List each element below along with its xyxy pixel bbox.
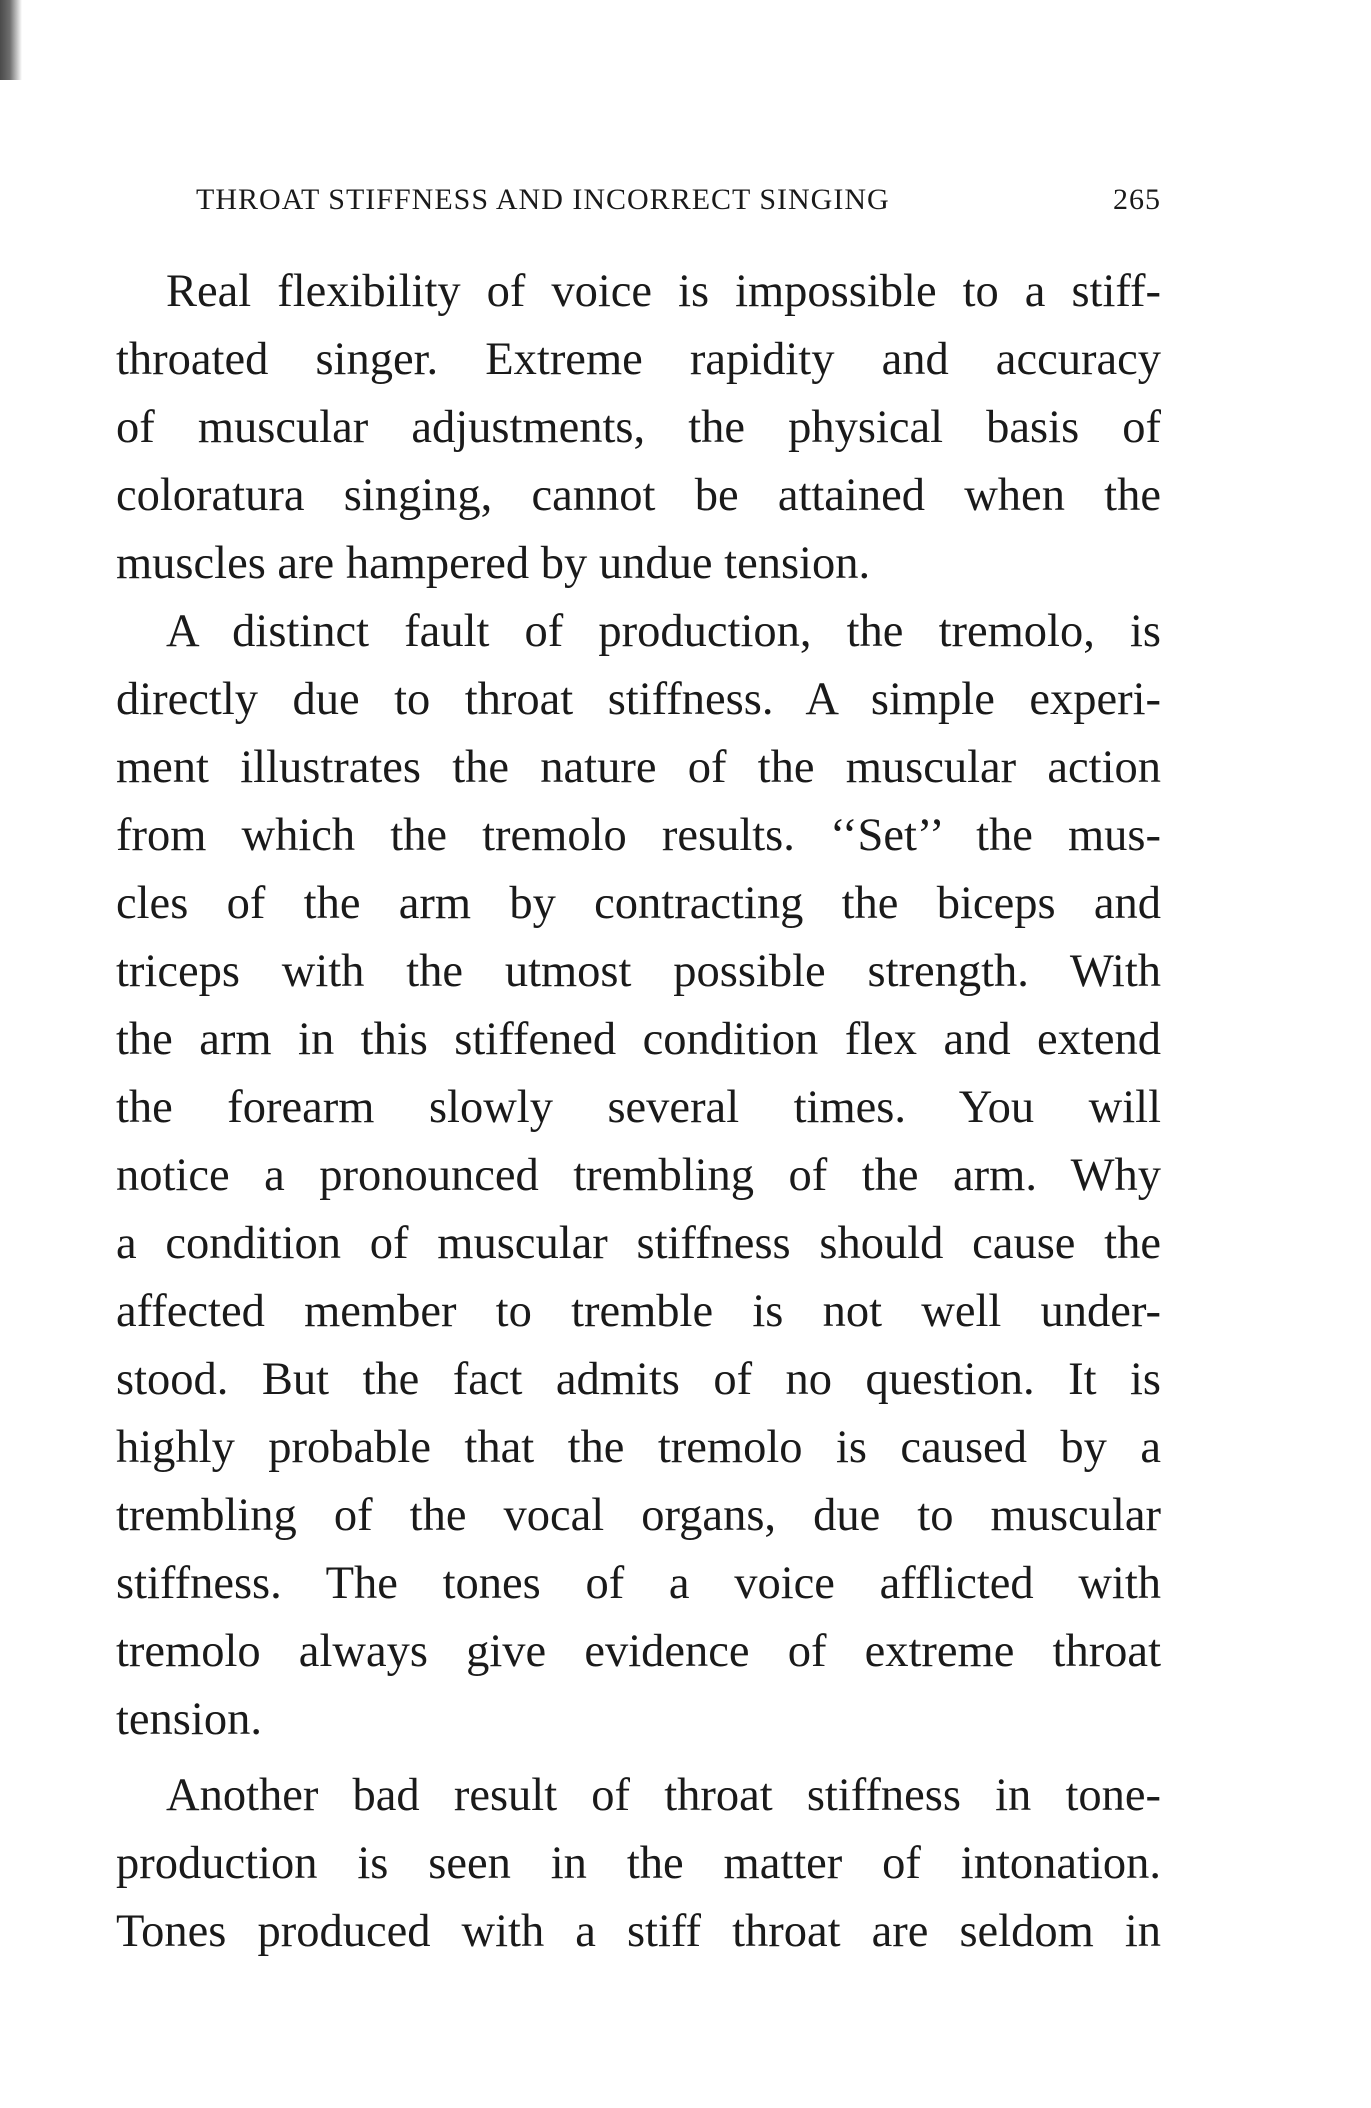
paragraph <box>116 1762 1161 1966</box>
text-line: Another bad result of throat stiffness in tone- <box>166 1770 1161 1821</box>
text-line: stiffness. The tones of a voice afflicted with <box>116 1558 1161 1609</box>
page-number: 265 <box>1113 183 1161 216</box>
text-line: the arm in this stiffened condition flex and extend <box>116 1014 1161 1065</box>
text-line: coloratura singing, cannot be attained when the <box>116 470 1161 521</box>
text-line: cles of the arm by contracting the biceps and <box>116 878 1161 929</box>
text-line: A distinct fault of production, the tremolo, is <box>166 606 1161 657</box>
text-line: the forearm slowly several times. You will <box>116 1082 1161 1133</box>
text-line: Tones produced with a stiff throat are seldom in <box>116 1906 1161 1957</box>
text-line: triceps with the utmost possible strength. With <box>116 946 1161 997</box>
text-line: tension. <box>116 1694 262 1745</box>
text-line: tremolo always give evidence of extreme throat <box>116 1626 1161 1677</box>
text-line: notice a pronounced trembling of the arm. Why <box>116 1150 1161 1201</box>
body-text <box>116 258 1161 1966</box>
paragraph <box>116 598 1161 1754</box>
text-line: a condition of muscular stiffness should cause the <box>116 1218 1161 1269</box>
text-line: muscles are hampered by undue tension. <box>116 538 871 589</box>
running-header <box>196 183 1161 223</box>
text-line: affected member to tremble is not well under- <box>116 1286 1161 1337</box>
text-line: Real flexibility of voice is impossible to a stiff- <box>166 266 1161 317</box>
text-line: from which the tremolo results. ‘‘Set’’ the mus- <box>116 810 1161 861</box>
text-line: ment illustrates the nature of the muscular action <box>116 742 1161 793</box>
text-line: highly probable that the tremolo is caused by a <box>116 1422 1161 1473</box>
text-line: trembling of the vocal organs, due to muscular <box>116 1490 1161 1541</box>
text-line: throated singer. Extreme rapidity and accuracy <box>116 334 1161 385</box>
paragraph-gap <box>116 1754 1161 1762</box>
text-line: stood. But the fact admits of no question. It is <box>116 1354 1161 1405</box>
running-title: THROAT STIFFNESS AND INCORRECT SINGING <box>196 183 890 216</box>
text-line: production is seen in the matter of intonation. <box>116 1838 1161 1889</box>
scan-edge-mark <box>0 0 22 80</box>
text-line: of muscular adjustments, the physical basis of <box>116 402 1161 453</box>
paragraph <box>116 258 1161 598</box>
text-line: directly due to throat stiffness. A simple experi- <box>116 674 1161 725</box>
